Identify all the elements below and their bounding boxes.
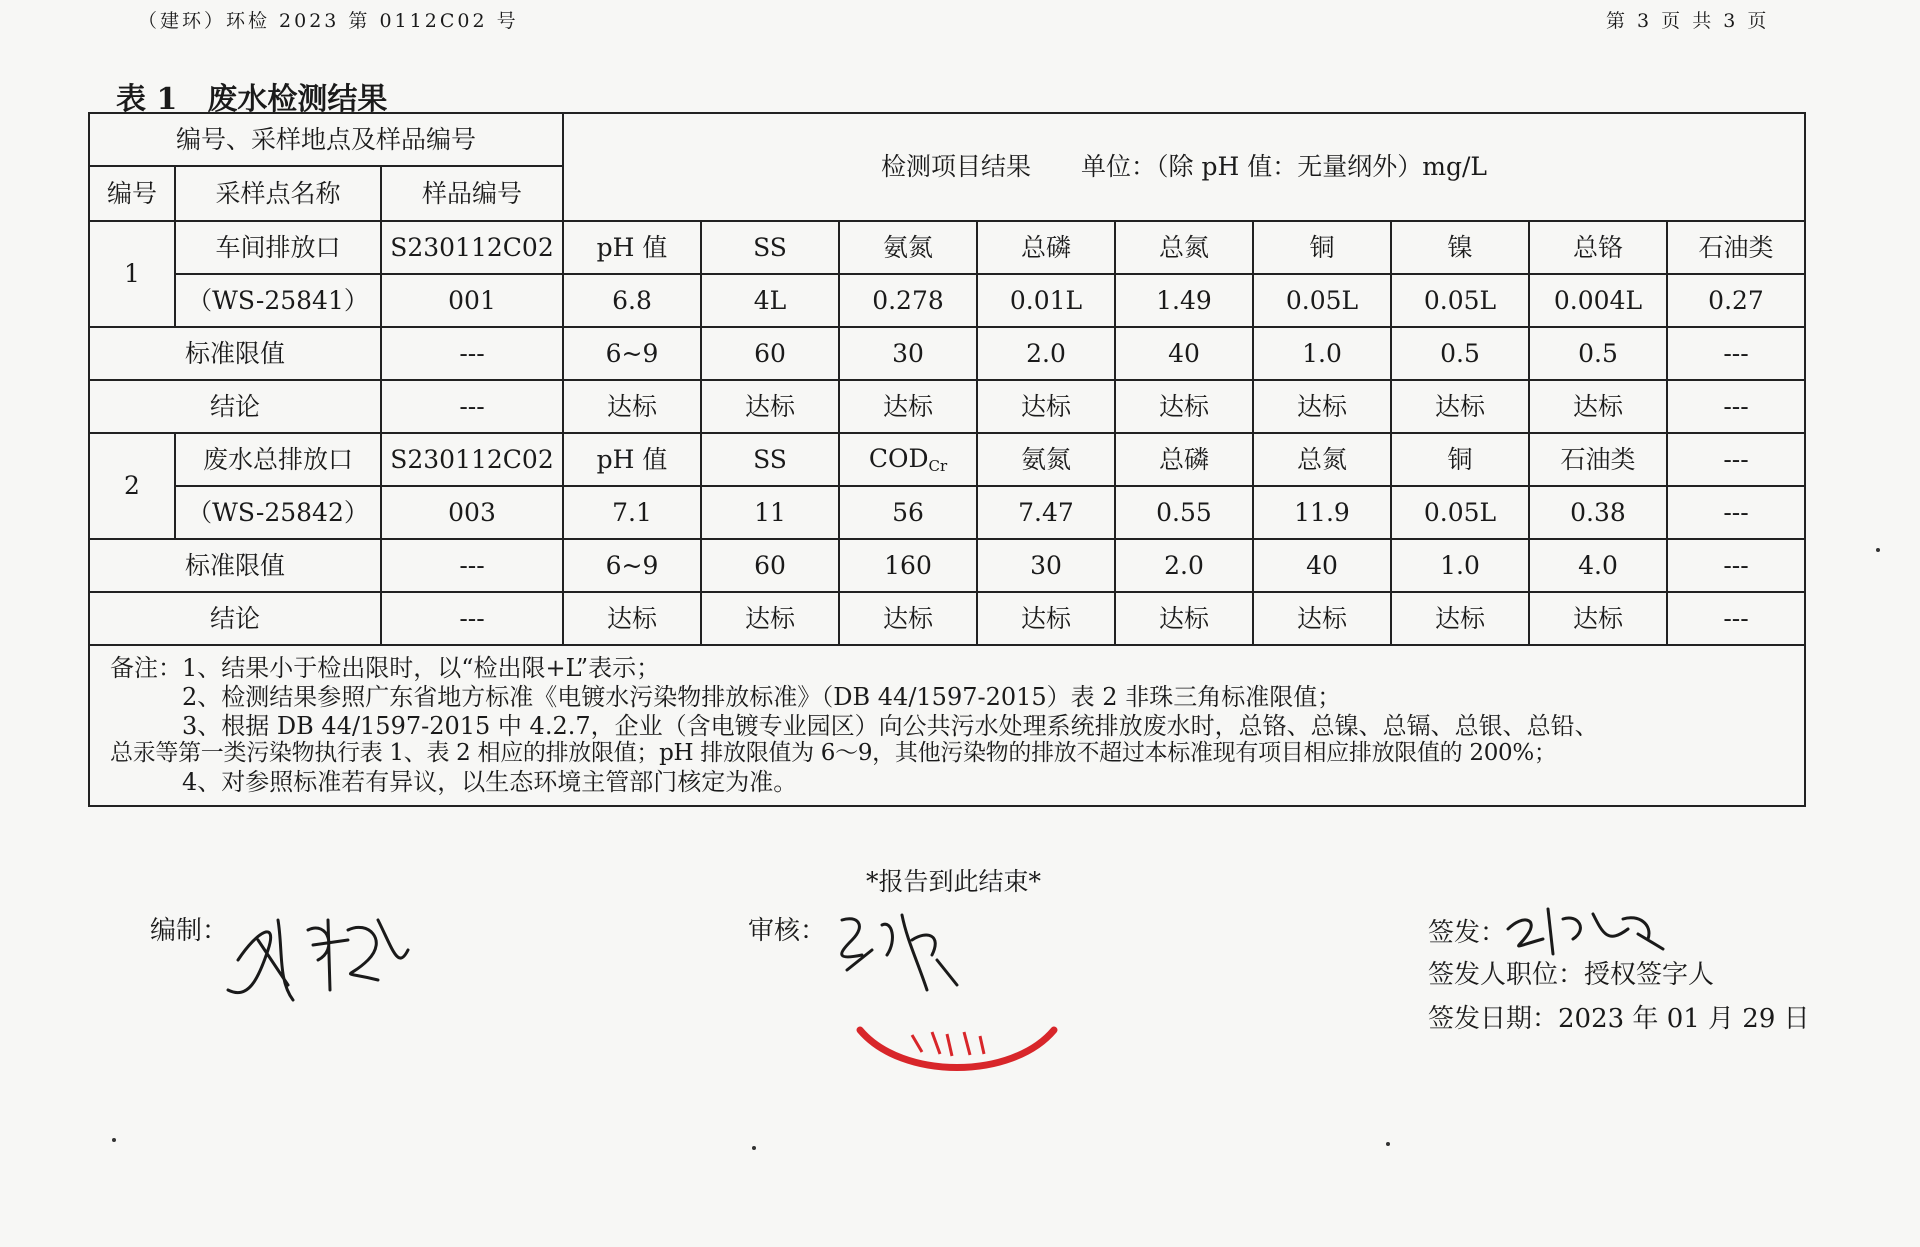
site1-item: pH 值	[563, 221, 701, 274]
site2-item: 石油类	[1529, 433, 1667, 486]
site1-conclusion: 达标	[1391, 380, 1529, 433]
site1-standard: 40	[1115, 327, 1253, 380]
site2-result: 0.38	[1529, 486, 1667, 539]
table-title: 废水检测结果	[207, 82, 388, 117]
site2-standard: 2.0	[1115, 539, 1253, 592]
site1-result: 0.01L	[977, 274, 1115, 327]
conclusion-label: 结论	[89, 592, 381, 645]
site1-result: 0.05L	[1253, 274, 1391, 327]
site2-result: ---	[1667, 486, 1805, 539]
site1-standard-row	[89, 327, 1805, 380]
table-number: 表 1	[116, 82, 178, 117]
site1-conclusion: 达标	[1115, 380, 1253, 433]
site1-item: 总氮	[1115, 221, 1253, 274]
site2-conclusion: 达标	[701, 592, 839, 645]
site2-items-row	[89, 433, 1805, 486]
scan-speck	[112, 1138, 116, 1142]
note-1: 备注：1、结果小于检出限时，以“检出限+L”表示；	[110, 654, 661, 682]
site1-conclusion: 达标	[701, 380, 839, 433]
site1-standard: 30	[839, 327, 977, 380]
site2-item: 总氮	[1253, 433, 1391, 486]
site1-standard: 0.5	[1529, 327, 1667, 380]
official-stamp	[852, 1010, 1062, 1090]
site1-code: （WS-25841）	[175, 274, 381, 327]
site1-standard: 60	[701, 327, 839, 380]
site1-results-row	[89, 274, 1805, 327]
note-3a: 3、根据 DB 44/1597-2015 中 4.2.7，企业（含电镀专业园区）向公共污水处理系统排放废水时，总铬、总镍、总镉、总银、总铅、	[182, 711, 1599, 740]
issuer-title: 签发人职位：授权签字人	[1428, 960, 1715, 990]
site2-standard: 30	[977, 539, 1115, 592]
site2-result: 7.47	[977, 486, 1115, 539]
site2-code: （WS-25842）	[175, 486, 381, 539]
site2-conclusion: 达标	[1529, 592, 1667, 645]
issue-date: 签发日期：2023 年 01 月 29 日	[1428, 1004, 1810, 1034]
site2-result: 7.1	[563, 486, 701, 539]
wastewater-results-table	[88, 112, 1806, 807]
col-header-site: 采样点名称	[175, 166, 381, 221]
site2-item: 总磷	[1115, 433, 1253, 486]
report-number: （建环）环检 2023 第 0112C02 号	[138, 10, 519, 32]
notes-cell	[89, 645, 1805, 806]
site1-conclusion-row	[89, 380, 1805, 433]
site1-name: 车间排放口	[175, 221, 381, 274]
col-header-sample: 样品编号	[381, 166, 563, 221]
site1-item: 石油类	[1667, 221, 1805, 274]
site2-results-row	[89, 486, 1805, 539]
site2-result: 0.05L	[1391, 486, 1529, 539]
reviewer-signature	[832, 900, 972, 1000]
site2-standard: 1.0	[1391, 539, 1529, 592]
compiled-label: 编制：	[150, 916, 229, 946]
site2-result: 11.9	[1253, 486, 1391, 539]
site1-item: 氨氮	[839, 221, 977, 274]
site2-conclusion: 达标	[1391, 592, 1529, 645]
site1-sample-b: 001	[381, 274, 563, 327]
reviewed-label: 审核：	[748, 916, 827, 946]
col-header-no: 编号	[89, 166, 175, 221]
site2-item: 氨氮	[977, 433, 1115, 486]
site2-conclusion: 达标	[1253, 592, 1391, 645]
site1-item: 总磷	[977, 221, 1115, 274]
scan-speck	[752, 1146, 756, 1150]
site2-result: 11	[701, 486, 839, 539]
site1-item: SS	[701, 221, 839, 274]
site2-standard: 160	[839, 539, 977, 592]
site1-standard: 6~9	[563, 327, 701, 380]
site1-result: 0.278	[839, 274, 977, 327]
site1-no: 1	[89, 221, 175, 327]
site1-result: 1.49	[1115, 274, 1253, 327]
site1-conclusion: 达标	[1529, 380, 1667, 433]
site1-result: 0.004L	[1529, 274, 1667, 327]
site2-conclusion-row	[89, 592, 1805, 645]
site1-conclusion: 达标	[839, 380, 977, 433]
cod-label: COD	[868, 444, 929, 473]
header-row-1	[89, 113, 1805, 166]
site1-conclusion: ---	[1667, 380, 1805, 433]
site2-standard-row	[89, 539, 1805, 592]
site1-result: 0.05L	[1391, 274, 1529, 327]
site2-conclusion: 达标	[1115, 592, 1253, 645]
site1-standard: ---	[1667, 327, 1805, 380]
site2-conclusion: 达标	[839, 592, 977, 645]
standard-label: 标准限值	[89, 327, 381, 380]
site1-result: 0.27	[1667, 274, 1805, 327]
note-4: 4、对参照标准若有异议，以生态环境主管部门核定为准。	[182, 767, 798, 796]
notes-row	[89, 645, 1805, 806]
site1-conclusion: 达标	[977, 380, 1115, 433]
site2-conclusion: 达标	[563, 592, 701, 645]
site2-result: 0.55	[1115, 486, 1253, 539]
site1-standard: 1.0	[1253, 327, 1391, 380]
dash-cell: ---	[381, 592, 563, 645]
site1-standard: 2.0	[977, 327, 1115, 380]
site2-item: SS	[701, 433, 839, 486]
site2-sample-b: 003	[381, 486, 563, 539]
site1-result: 6.8	[563, 274, 701, 327]
site1-conclusion: 达标	[563, 380, 701, 433]
scan-speck	[1876, 548, 1880, 552]
results-header: 检测项目结果 单位：（除 pH 值：无量纲外）mg/L	[563, 113, 1805, 221]
site2-no: 2	[89, 433, 175, 539]
dash-cell: ---	[381, 380, 563, 433]
note-2: 2、检测结果参照广东省地方标准《电镀水污染物排放标准》（DB 44/1597-2015）表 2 非珠三角标准限值；	[182, 682, 1342, 711]
site2-standard: ---	[1667, 539, 1805, 592]
site2-result: 56	[839, 486, 977, 539]
site1-result: 4L	[701, 274, 839, 327]
dash-cell: ---	[381, 539, 563, 592]
site2-conclusion: ---	[1667, 592, 1805, 645]
group-header: 编号、采样地点及样品编号	[89, 113, 563, 166]
site1-sample-a: S230112C02	[381, 221, 563, 274]
site2-standard: 6~9	[563, 539, 701, 592]
compiler-signature	[218, 890, 418, 1010]
site2-item: pH 值	[563, 433, 701, 486]
scan-speck	[1386, 1142, 1390, 1146]
site2-item: 铜	[1391, 433, 1529, 486]
site1-conclusion: 达标	[1253, 380, 1391, 433]
site2-item-cod	[839, 433, 977, 486]
site1-item: 总铬	[1529, 221, 1667, 274]
site1-items-row	[89, 221, 1805, 274]
site1-item: 铜	[1253, 221, 1391, 274]
page-info: 第 3 页 共 3 页	[1606, 10, 1770, 32]
report-end: *报告到此结束*	[866, 867, 1042, 896]
site1-standard: 0.5	[1391, 327, 1529, 380]
cod-subscript: Cr	[928, 457, 948, 475]
site2-standard: 60	[701, 539, 839, 592]
site2-standard: 4.0	[1529, 539, 1667, 592]
site2-name: 废水总排放口	[175, 433, 381, 486]
standard-label: 标准限值	[89, 539, 381, 592]
note-3b: 总汞等第一类污染物执行表 1、表 2 相应的排放限值；pH 排放限值为 6～9，其他污染物的排放不超过本标准现有项目相应排放限值的 200%；	[110, 740, 1557, 767]
site2-standard: 40	[1253, 539, 1391, 592]
conclusion-label: 结论	[89, 380, 381, 433]
issued-label: 签发：	[1428, 918, 1507, 948]
dash-cell: ---	[381, 327, 563, 380]
site1-item: 镍	[1391, 221, 1529, 274]
site2-sample-a: S230112C02	[381, 433, 563, 486]
site2-conclusion: 达标	[977, 592, 1115, 645]
site2-item: ---	[1667, 433, 1805, 486]
